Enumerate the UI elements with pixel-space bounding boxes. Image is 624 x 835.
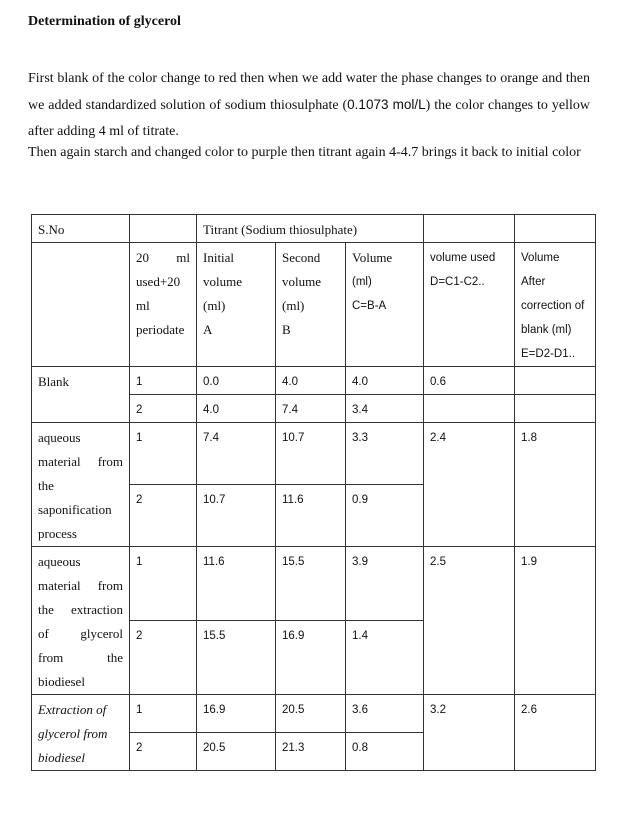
header-after-line: After bbox=[521, 276, 546, 288]
second-volume: 16.9 bbox=[276, 621, 346, 695]
second-volume: 10.7 bbox=[276, 423, 346, 485]
sample-name-line: material from bbox=[38, 578, 123, 593]
volume-c: 1.4 bbox=[346, 621, 424, 695]
header-vol-used-line: D=C1-C2.. bbox=[430, 276, 485, 288]
concentration-value: 0.1073 mol/L bbox=[347, 97, 426, 112]
volume-used: 2.4 bbox=[424, 423, 515, 547]
header-after-line: blank (ml) bbox=[521, 324, 572, 336]
second-volume: 7.4 bbox=[276, 395, 346, 423]
sample-name-line: glycerol from bbox=[38, 726, 108, 741]
header-row-2 bbox=[32, 243, 596, 367]
sample-name-line: of glycerol bbox=[38, 626, 123, 641]
sample-name bbox=[32, 547, 130, 695]
header-used bbox=[130, 243, 197, 367]
run-number: 1 bbox=[130, 423, 197, 485]
volume-after: 1.9 bbox=[515, 547, 596, 695]
sample-name-line: material from bbox=[38, 454, 123, 469]
run-number: 1 bbox=[130, 547, 197, 621]
header-initial-line: (ml) bbox=[203, 298, 226, 313]
initial-volume: 15.5 bbox=[197, 621, 276, 695]
run-number: 1 bbox=[130, 695, 197, 733]
header-second-line: Second bbox=[282, 250, 321, 265]
header-used-line: used+20 bbox=[136, 274, 181, 289]
second-volume: 11.6 bbox=[276, 485, 346, 547]
sample-name-line: aqueous bbox=[38, 554, 81, 569]
header-vol-used-line: volume used bbox=[430, 252, 496, 264]
header-after-top bbox=[515, 215, 596, 243]
header-after-line: Volume bbox=[521, 252, 560, 264]
header-used-line: ml bbox=[136, 298, 150, 313]
sample-name-line: Extraction of bbox=[38, 702, 107, 717]
initial-volume: 4.0 bbox=[197, 395, 276, 423]
header-sno: S.No bbox=[32, 215, 130, 243]
paragraph-procedure bbox=[28, 66, 590, 145]
header-volume-line: (ml) bbox=[352, 276, 372, 288]
sample-name-line: process bbox=[38, 526, 77, 541]
table-row bbox=[32, 367, 596, 395]
header-after-line: E=D2-D1.. bbox=[521, 348, 576, 360]
initial-volume: 16.9 bbox=[197, 695, 276, 733]
header-initial bbox=[197, 243, 276, 367]
run-number: 1 bbox=[130, 367, 197, 395]
header-after bbox=[515, 243, 596, 367]
volume-after-empty bbox=[515, 395, 596, 423]
header-used-top bbox=[130, 215, 197, 243]
table-row bbox=[32, 423, 596, 485]
header-volume bbox=[346, 243, 424, 367]
header-vol-used bbox=[424, 243, 515, 367]
second-volume: 4.0 bbox=[276, 367, 346, 395]
header-row-1 bbox=[32, 215, 596, 243]
header-used-line: 20 ml bbox=[136, 250, 190, 265]
run-number: 2 bbox=[130, 733, 197, 771]
second-volume: 21.3 bbox=[276, 733, 346, 771]
initial-volume: 10.7 bbox=[197, 485, 276, 547]
volume-used: 2.5 bbox=[424, 547, 515, 695]
sample-name-line: Blank bbox=[38, 374, 70, 389]
volume-c: 3.3 bbox=[346, 423, 424, 485]
header-volume-line: C=B-A bbox=[352, 300, 387, 312]
header-used-line: periodate bbox=[136, 322, 185, 337]
header-second bbox=[276, 243, 346, 367]
run-number: 2 bbox=[130, 621, 197, 695]
table-row bbox=[32, 695, 596, 733]
sample-name-line: aqueous bbox=[38, 430, 81, 445]
header-after-line: correction of bbox=[521, 300, 585, 312]
table-row bbox=[32, 547, 596, 621]
volume-c: 3.9 bbox=[346, 547, 424, 621]
sample-name-line: the bbox=[38, 478, 54, 493]
paragraph-starch: Then again starch and changed color to purple then titrant again 4-4.7 brings it back to initial color bbox=[28, 145, 581, 160]
second-volume: 15.5 bbox=[276, 547, 346, 621]
paragraph-text-1: First blank of the color change to red then when we add water the phase changes to orange and then we added standardized solution of sodium thiosulphate ( bbox=[28, 71, 590, 113]
paragraph-text-2: ) the color changes to yellow after adding 4 ml of titrate. bbox=[28, 98, 590, 139]
run-number: 2 bbox=[130, 485, 197, 547]
header-titrant: Titrant (Sodium thiosulphate) bbox=[197, 215, 424, 243]
second-volume: 20.5 bbox=[276, 695, 346, 733]
header-initial-line: A bbox=[203, 322, 213, 337]
initial-volume: 20.5 bbox=[197, 733, 276, 771]
volume-c: 0.9 bbox=[346, 485, 424, 547]
volume-after: 2.6 bbox=[515, 695, 596, 771]
sample-name bbox=[32, 367, 130, 423]
initial-volume: 11.6 bbox=[197, 547, 276, 621]
volume-used: 3.2 bbox=[424, 695, 515, 771]
sample-name-line: biodiesel bbox=[38, 674, 85, 689]
header-second-line: (ml) bbox=[282, 298, 305, 313]
header-vol-used-top bbox=[424, 215, 515, 243]
glycerol-table bbox=[31, 214, 596, 771]
volume-c: 3.6 bbox=[346, 695, 424, 733]
header-initial-line: Initial bbox=[203, 250, 235, 265]
volume-after: 1.8 bbox=[515, 423, 596, 547]
header-second-line: volume bbox=[282, 274, 321, 289]
volume-after bbox=[515, 367, 596, 395]
sample-name-line: the extraction bbox=[38, 602, 123, 617]
header-second-line: B bbox=[282, 322, 291, 337]
sample-name bbox=[32, 695, 130, 771]
initial-volume: 7.4 bbox=[197, 423, 276, 485]
header-volume-line: Volume bbox=[352, 250, 393, 265]
header-empty bbox=[32, 243, 130, 367]
volume-used: 0.6 bbox=[424, 367, 515, 395]
sample-name-line: saponification bbox=[38, 502, 112, 517]
page-title: Determination of glycerol bbox=[28, 14, 181, 29]
initial-volume: 0.0 bbox=[197, 367, 276, 395]
volume-c: 0.8 bbox=[346, 733, 424, 771]
header-initial-line: volume bbox=[203, 274, 242, 289]
volume-used-empty bbox=[424, 395, 515, 423]
run-number: 2 bbox=[130, 395, 197, 423]
sample-name-line: from the bbox=[38, 650, 123, 665]
sample-name-line: biodiesel bbox=[38, 750, 85, 765]
volume-c: 3.4 bbox=[346, 395, 424, 423]
volume-c: 4.0 bbox=[346, 367, 424, 395]
sample-name bbox=[32, 423, 130, 547]
